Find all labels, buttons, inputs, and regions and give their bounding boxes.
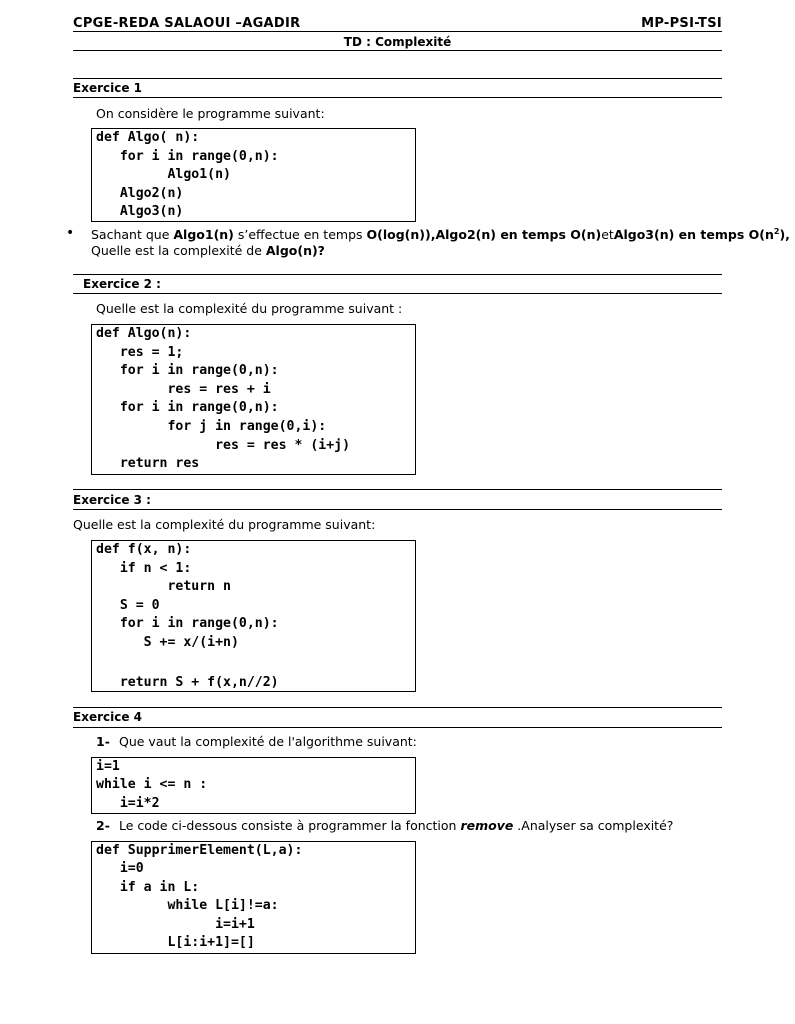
text-bold: ), — [779, 227, 790, 242]
ex4-title: Exercice 4 — [73, 710, 142, 724]
code-line: res = 1; — [96, 345, 184, 360]
text-bold: Algo3(n) en temps O(n — [613, 227, 774, 242]
code-line: while L[i]!=a: — [96, 898, 279, 913]
ex3-rule-top — [73, 489, 722, 490]
code-line: def Algo( n): — [96, 130, 200, 145]
ex4-q1-text: Que vaut la complexité de l'algorithme suivant: — [119, 734, 417, 749]
ex4-q2-text — [119, 818, 673, 833]
text: Quelle est la complexité de — [91, 243, 266, 258]
code-line: while i <= n : — [96, 777, 208, 792]
ex4-code-block-2 — [91, 841, 416, 954]
text: .Analyser sa complexité? — [513, 818, 674, 833]
text-bold-italic: remove — [460, 818, 514, 833]
ex4-rule-bottom — [73, 727, 722, 728]
code-line: for i in range(0,n): — [96, 400, 279, 415]
text: et — [601, 227, 614, 242]
ex2-intro: Quelle est la complexité du programme suivant : — [96, 301, 403, 316]
text: Sachant que — [91, 227, 174, 242]
code-line: return res — [96, 456, 200, 471]
code-line: for i in range(0,n): — [96, 363, 279, 378]
code-line: return S + f(x,n//2) — [96, 675, 279, 690]
code-line: res = res + i — [96, 382, 271, 397]
code-line: res = res * (i+j) — [96, 438, 351, 453]
text: Le code ci-dessous consiste à programmer la fonction — [119, 818, 461, 833]
ex1-question-line1 — [91, 227, 790, 242]
class-names: MP-PSI-TSI — [641, 16, 722, 31]
code-line: for i in range(0,n): — [96, 616, 279, 631]
code-line: S = 0 — [96, 598, 160, 613]
text: s’effectue en temps — [233, 227, 367, 242]
code-line: i=i+1 — [96, 917, 255, 932]
text-bold: O(log(n)),Algo2(n) en temps O(n) — [366, 227, 602, 242]
code-line: S += x/(i+n) — [96, 635, 239, 650]
ex1-title: Exercice 1 — [73, 81, 142, 95]
code-line: if n < 1: — [96, 561, 192, 576]
code-line: def SupprimerElement(L,a): — [96, 843, 303, 858]
ex3-code-block — [91, 540, 416, 692]
code-line: def Algo(n): — [96, 326, 192, 341]
ex4-rule-top — [73, 707, 722, 708]
code-line: def f(x, n): — [96, 542, 192, 557]
header-rule-bottom — [73, 50, 722, 51]
ex4-q1-number: 1- — [96, 734, 110, 749]
text-bold: Algo1(n) — [173, 227, 234, 242]
ex4-code-block-1 — [91, 757, 416, 814]
bullet-icon: • — [66, 225, 75, 241]
school-name: CPGE-REDA SALAOUI –AGADIR — [73, 16, 301, 31]
ex1-code-block — [91, 128, 416, 222]
code-line: Algo3(n) — [96, 204, 184, 219]
ex1-rule-bottom — [73, 97, 722, 98]
code-line: for j in range(0,i): — [96, 419, 327, 434]
document-title: TD : Complexité — [343, 35, 452, 49]
code-line: L[i:i+1]=[] — [96, 935, 255, 950]
header-rule-top — [73, 31, 722, 32]
ex4-q2-number: 2- — [96, 818, 110, 833]
code-line: return n — [96, 579, 231, 594]
text-bold: Algo(n)? — [265, 243, 325, 258]
ex3-rule-bottom — [73, 509, 722, 510]
code-line: i=i*2 — [96, 796, 160, 811]
ex2-code-block — [91, 324, 416, 475]
ex3-intro: Quelle est la complexité du programme suivant: — [73, 517, 376, 532]
ex1-rule-top — [73, 78, 722, 79]
code-line: i=0 — [96, 861, 144, 876]
ex1-intro: On considère le programme suivant: — [96, 106, 325, 121]
code-line: i=1 — [96, 759, 120, 774]
ex1-question-line2 — [91, 243, 325, 258]
code-line: if a in L: — [96, 880, 200, 895]
code-line: for i in range(0,n): — [96, 149, 279, 164]
ex2-rule-bottom — [73, 293, 722, 294]
ex3-title: Exercice 3 : — [73, 493, 151, 507]
ex2-rule-top — [73, 274, 722, 275]
ex2-title: Exercice 2 : — [83, 277, 161, 291]
superscript: 2 — [773, 226, 780, 236]
code-line: Algo1(n) — [96, 167, 231, 182]
code-line: Algo2(n) — [96, 186, 184, 201]
